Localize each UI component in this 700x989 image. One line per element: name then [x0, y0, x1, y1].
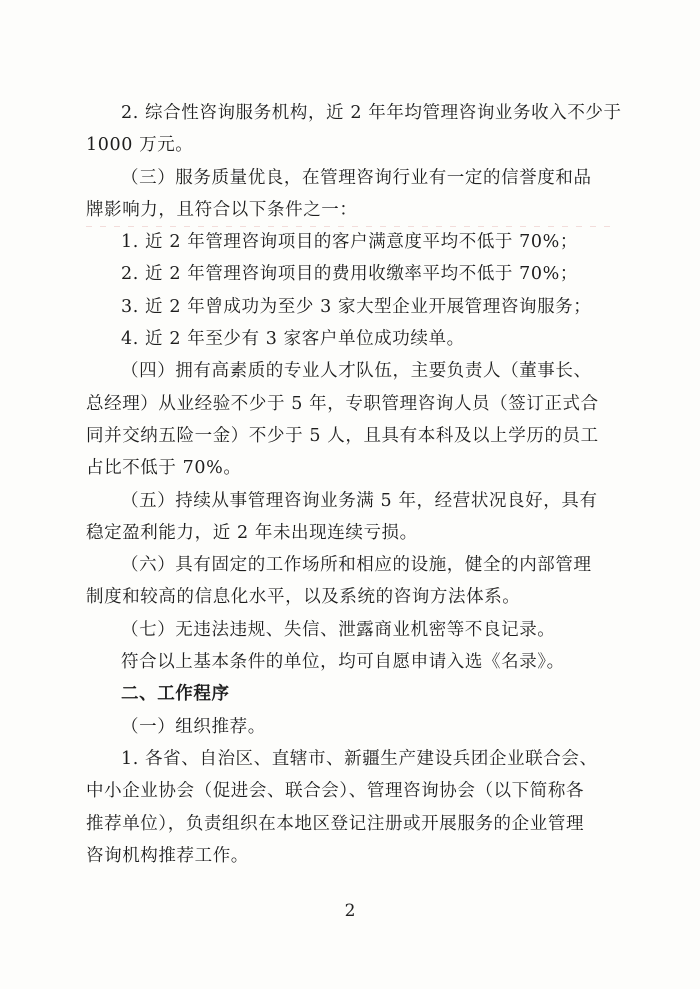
text-line: 4. 近 2 年至少有 3 家客户单位成功续单。	[121, 329, 465, 350]
text-line: 牌影响力，且符合以下条件之一：	[86, 199, 358, 220]
text-line: 3. 近 2 年曾成功为至少 3 家大型企业开展管理咨询服务；	[121, 296, 592, 317]
section-heading: 二、工作程序	[121, 684, 230, 705]
text-line: 制度和较高的信息化水平，以及系统的咨询方法体系。	[86, 587, 521, 608]
text-line: （三）服务质量优良，在管理咨询行业有一定的信誉度和品	[121, 167, 592, 188]
document-body	[86, 97, 626, 872]
text-line: （四）拥有高素质的专业人才队伍，主要负责人（董事长、	[121, 361, 592, 382]
text-line: （六）具有固定的工作场所和相应的设施，健全的内部管理	[121, 555, 592, 576]
text-line: 1000 万元。	[86, 135, 194, 156]
text-line: 推荐单位），负责组织在本地区登记注册或开展服务的企业管理	[86, 813, 585, 834]
text-line: 咨询机构推荐工作。	[86, 845, 249, 866]
text-line: 2. 综合性咨询服务机构，近 2 年年均管理咨询业务收入不少于	[121, 103, 622, 123]
text-line: 1. 近 2 年管理咨询项目的客户满意度平均不低于 70%；	[121, 232, 578, 253]
text-line: 总经理）从业经验不少于 5 年，专职管理咨询人员（签订正式合	[86, 393, 599, 414]
text-line: （一）组织推荐。	[121, 716, 266, 737]
text-line: 中小企业协会（促进会、联合会）、管理咨询协会（以下简称各	[86, 781, 585, 802]
text-line: （七）无违法违规、失信、泄露商业机密等不良记录。	[121, 619, 556, 640]
text-line: 占比不低于 70%。	[86, 458, 242, 479]
text-line: 稳定盈利能力，近 2 年未出现连续亏损。	[86, 522, 418, 543]
text-line: 符合以上基本条件的单位，均可自愿申请入选《名录》。	[121, 652, 565, 673]
text-line: 1. 各省、自治区、直辖市、新疆生产建设兵团企业联合会、	[121, 748, 598, 769]
text-line: 2. 近 2 年管理咨询项目的费用收缴率平均不低于 70%；	[121, 264, 578, 285]
page-number: 2	[344, 901, 356, 921]
text-line: 同并交纳五险一金）不少于 5 人，且具有本科及以上学历的员工	[86, 425, 599, 446]
text-line: （五）持续从事管理咨询业务满 5 年，经营状况良好，具有	[121, 490, 598, 511]
